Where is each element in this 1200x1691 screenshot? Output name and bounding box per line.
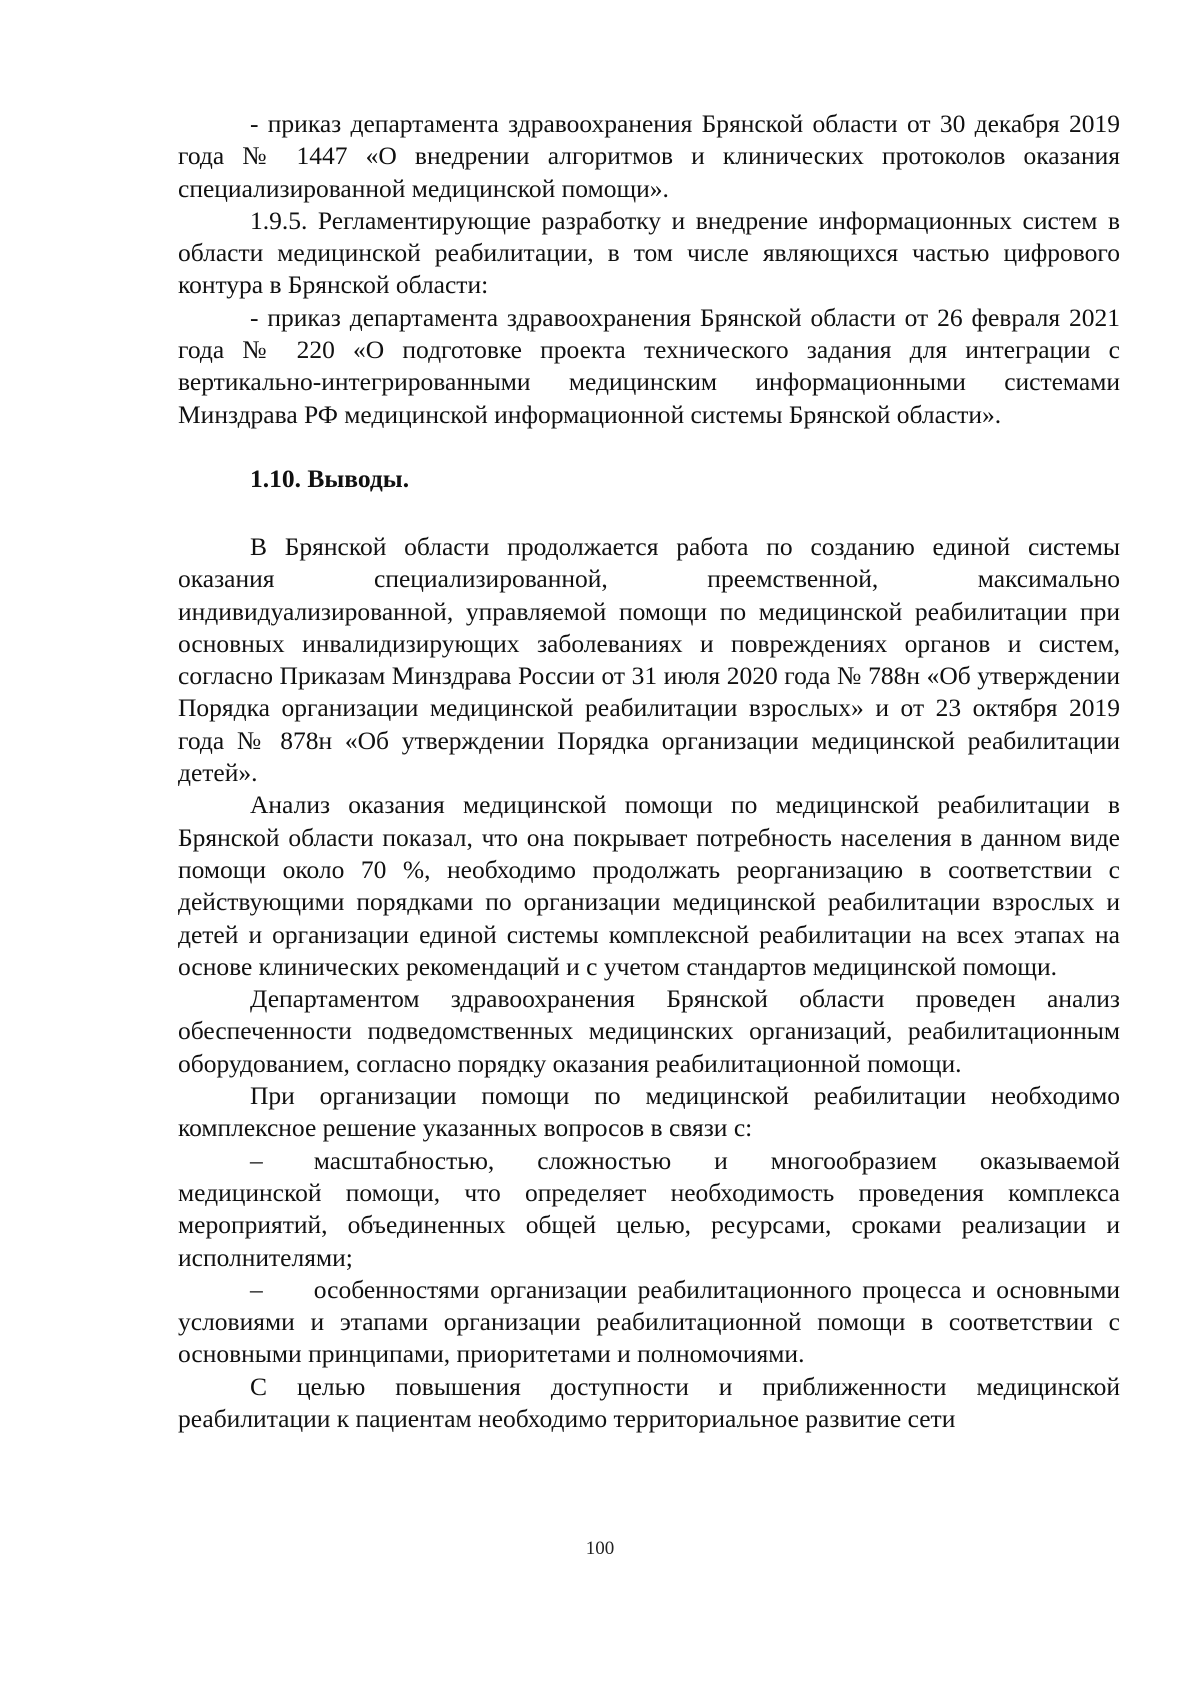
paragraph-analysis: Анализ оказания медицинской помощи по медицинской реабилитации в Брянской области показал, что она покрывает потребность населения в данном виде помощи около 70 %, необходимо продолжать реорганизацию в соответствии с действующими порядками по организации медицинской реабилитации взрослых и детей и организации единой системы комплексной реабилитации на всех этапах на основе клинических рекомендаций и с учетом стандартов медицинской помощи. xyxy=(178,790,1120,981)
paragraph-accessibility: С целью повышения доступности и приближенности медицинской реабилитации к пациентам необходимо территориальное развитие сети xyxy=(178,1371,1120,1433)
list-item-scale: – масштабностью, сложностью и многообразием оказываемой медицинской помощи, что определяет необходимость проведения комплекса мероприятий, объединенных общей целью, ресурсами, сроками реализации и исполнителями; xyxy=(178,1145,1120,1272)
document-page xyxy=(178,108,1120,1435)
paragraph-department-analysis: Департаментом здравоохранения Брянской области проведен анализ обеспеченности подведомственных медицинских организаций, реабилитационным оборудованием, согласно порядку оказания реабилитационной помощи. xyxy=(178,984,1120,1078)
paragraph-order-220: - приказ департамента здравоохранения Брянской области от 26 февраля 2021 года № 220 «О подготовке проекта технического задания для интеграции с вертикально-интегрированными медицинским информационными системами Минздрава РФ медицинской информационной системы Брянской области». xyxy=(178,302,1120,429)
list-item-features: – особенностями организации реабилитационного процесса и основными условиями и этапами организации реабилитационной помощи в соответствии с основными принципами, приоритетами и полномочиями. xyxy=(178,1274,1120,1369)
paragraph-order-1447: - приказ департамента здравоохранения Брянской области от 30 декабря 2019 года № 1447 «О внедрении алгоритмов и клинических протоколов оказания специализированной медицинской помощи». xyxy=(178,109,1120,203)
section-heading-conclusions: 1.10. Выводы. xyxy=(250,463,410,493)
paragraph-organization: При организации помощи по медицинской реабилитации необходимо комплексное решение указанных вопросов в связи с: xyxy=(178,1081,1120,1143)
paragraph-1-9-5: 1.9.5. Регламентирующие разработку и внедрение информационных систем в области медицинской реабилитации, в том числе являющихся частью цифрового контура в Брянской области: xyxy=(178,205,1120,300)
paragraph-conclusions-intro: В Брянской области продолжается работа по созданию единой системы оказания специализированной, преемственной, максимально индивидуализированной, управляемой помощи по медицинской реабилитации при основных инвалидизирующих заболеваниях и повреждениях органов и систем, согласно Приказам Минздрава России от 31 июля 2020 года № 788н «Об утверждении Порядка организации медицинской реабилитации взрослых» и от 23 октября 2019 года № 878н «Об утверждении Порядка организации медицинской реабилитации детей». xyxy=(178,531,1120,788)
page-number: 100 xyxy=(585,1538,615,1559)
